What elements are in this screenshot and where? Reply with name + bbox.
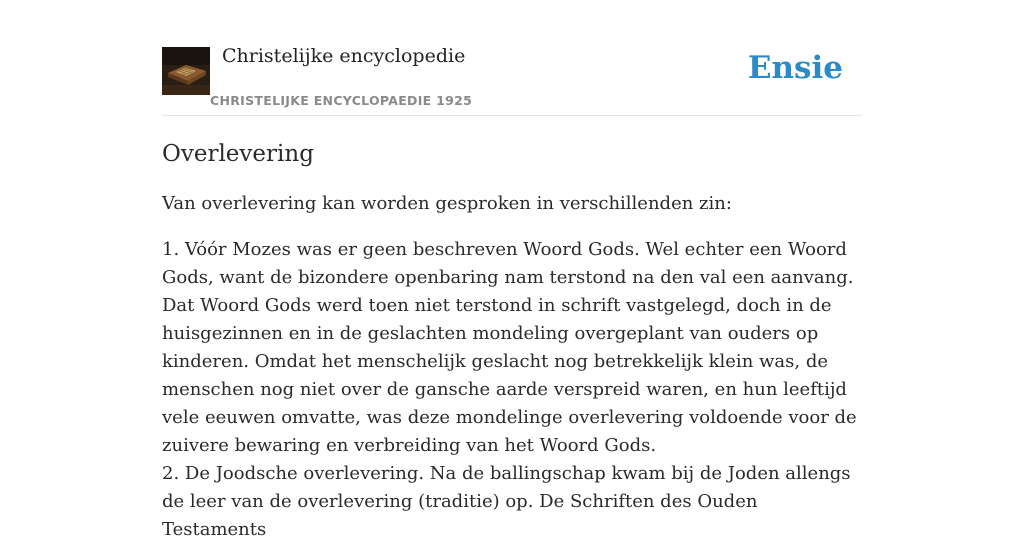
article-paragraph: 1. Vóór Mozes was er geen beschreven Woord Gods. Wel echter een Woord Gods, want de bizondere openbaring nam terstond na den val een aanvang. Dat Woord Gods werd toen niet terstond in schrift vastgelegd, doch in de huisgezinnen en in de geslachten mondeling overgeplant van ouders op kinderen. Omdat het menschelijk geslacht nog betrekkelijk klein was, de menschen nog niet over de gansche aarde verspreid waren, en hun leeftijd vele eeuwen omvatte, was deze mondelinge overlevering voldoende voor de zuivere bewaring en verbreiding van het Woord Gods. — [162, 239, 857, 456]
article — [162, 138, 866, 544]
brand-logo-link[interactable]: Ensie — [747, 50, 843, 86]
site-subtitle: CHRISTELIJKE ENCYCLOPAEDIE 1925 — [210, 93, 473, 108]
article-title: Overlevering — [162, 141, 314, 167]
site-header — [162, 0, 862, 116]
article-paragraph: 2. De Joodsche overlevering. Na de ballingschap kwam bij de Joden allengs de leer van de overlevering (traditie) op. De Schriften des Ouden Testaments — [162, 463, 851, 540]
site-title[interactable]: Christelijke encyclopedie — [222, 45, 466, 67]
article-intro: Van overlevering kan worden gesproken in verschillenden zin: — [162, 193, 732, 214]
old-book-icon[interactable] — [162, 47, 210, 95]
article-body — [162, 236, 866, 544]
